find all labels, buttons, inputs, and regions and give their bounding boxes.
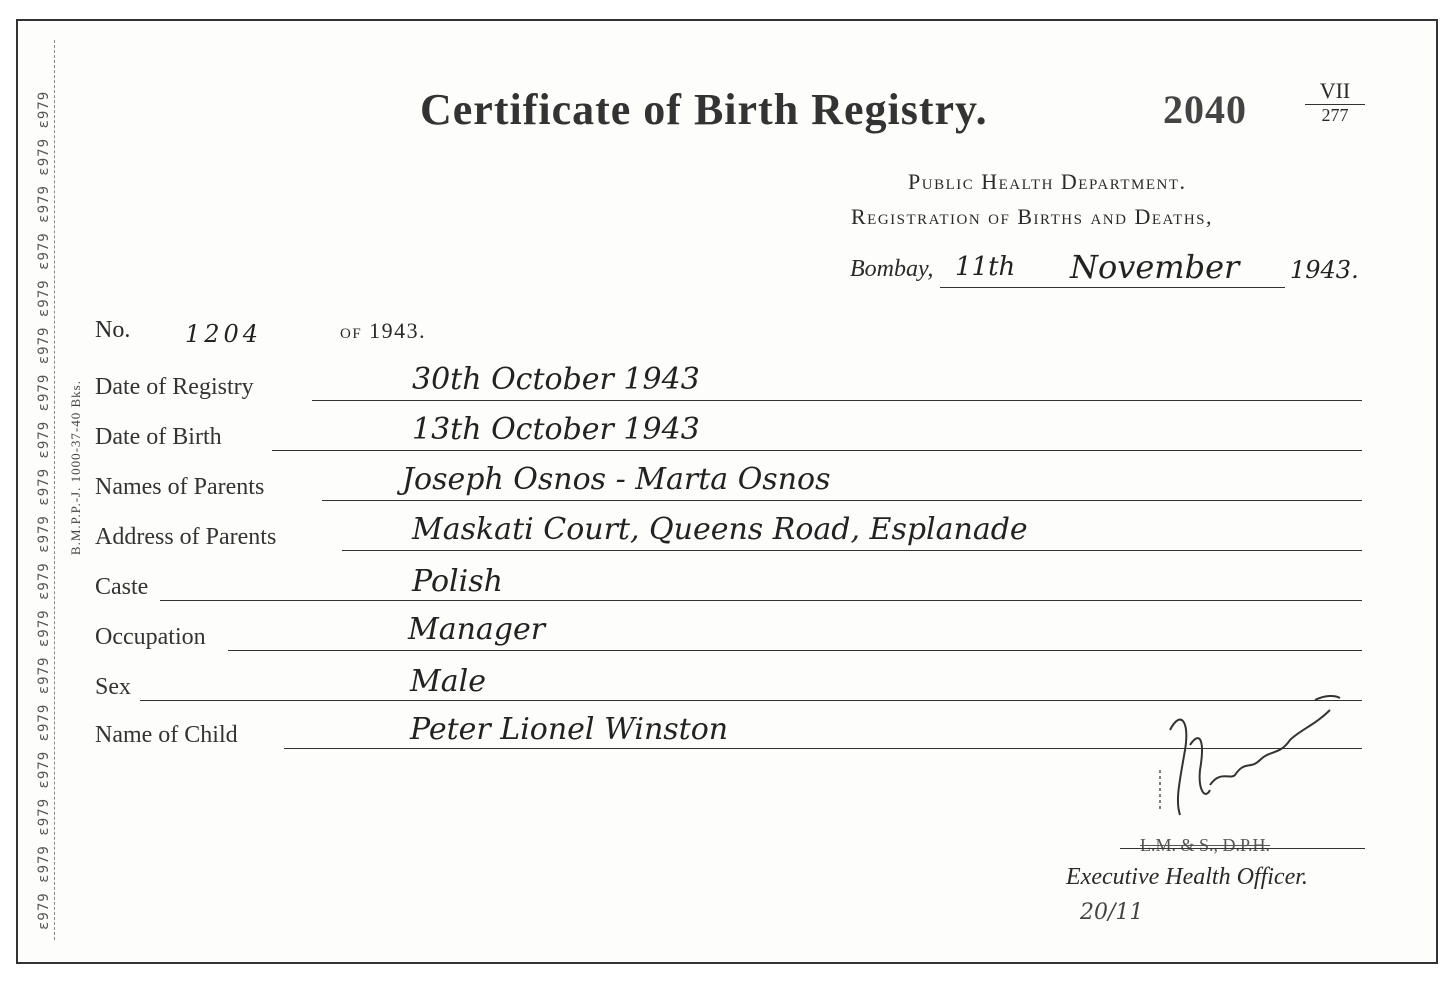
place-label: Bombay, bbox=[850, 256, 934, 282]
field-label-name-of-child: Name of Child bbox=[95, 722, 238, 748]
issue-month: November bbox=[1070, 248, 1240, 286]
field-label-occupation: Occupation bbox=[95, 624, 206, 650]
field-value-names-of-parents: Joseph Osnos - Marta Osnos bbox=[402, 462, 831, 497]
perforated-edge: ɛ979 ɛ979 ɛ979 ɛ979 ɛ979 ɛ979 ɛ979 ɛ979 ɛ979 ɛ979 ɛ979 ɛ979 ɛ979 ɛ979 ɛ979 ɛ979 ɛ979 ɛ979 bbox=[36, 90, 52, 930]
field-value-date-of-registry: 30th October 1943 bbox=[412, 362, 700, 397]
field-line bbox=[160, 600, 1362, 601]
field-value-name-of-child: Peter Lionel Winston bbox=[410, 712, 729, 747]
field-line bbox=[228, 650, 1362, 651]
certificate-title: Certificate of Birth Registry. bbox=[420, 85, 988, 134]
field-value-address-of-parents: Maskati Court, Queens Road, Esplanade bbox=[412, 512, 1028, 547]
field-label-date-of-birth: Date of Birth bbox=[95, 424, 222, 450]
number-year: of 1943. bbox=[340, 318, 427, 343]
number-label: No. bbox=[95, 317, 131, 343]
field-value-sex: Male bbox=[410, 664, 486, 699]
officer-title: Executive Health Officer. bbox=[1066, 864, 1308, 890]
field-value-occupation: Manager bbox=[408, 612, 546, 647]
field-value-caste: Polish bbox=[412, 564, 503, 599]
field-value-date-of-birth: 13th October 1943 bbox=[412, 412, 700, 447]
registration-heading: Registration of Births and Deaths, bbox=[851, 204, 1214, 229]
field-label-date-of-registry: Date of Registry bbox=[95, 374, 254, 400]
page-number: 277 bbox=[1305, 104, 1365, 127]
registry-number: 1204 bbox=[185, 320, 263, 348]
field-line bbox=[272, 450, 1362, 451]
crossed-qualification: L.M. & S., D.P.H. bbox=[1140, 835, 1271, 855]
field-label-caste: Caste bbox=[95, 574, 149, 600]
volume-fraction bbox=[1305, 78, 1365, 127]
issue-day: 11th bbox=[955, 252, 1016, 282]
field-line bbox=[342, 550, 1362, 551]
signature-line bbox=[1120, 848, 1365, 849]
officer-signature bbox=[1150, 690, 1350, 840]
field-label-sex: Sex bbox=[95, 674, 131, 700]
printer-code: B.M.P.P.-J. 1000-37-40 Bks. bbox=[68, 380, 83, 556]
field-line bbox=[322, 500, 1362, 501]
date-underline bbox=[940, 287, 1285, 288]
officer-initials: 20/11 bbox=[1080, 900, 1144, 925]
stamp-number: 2040 bbox=[1163, 87, 1247, 132]
field-label-names-of-parents: Names of Parents bbox=[95, 474, 265, 500]
field-line bbox=[312, 400, 1362, 401]
department-heading: Public Health Department. bbox=[908, 169, 1187, 194]
volume-number: VII bbox=[1319, 78, 1351, 103]
issue-year: 1943. bbox=[1290, 256, 1359, 284]
field-label-address-of-parents: Address of Parents bbox=[95, 524, 277, 550]
